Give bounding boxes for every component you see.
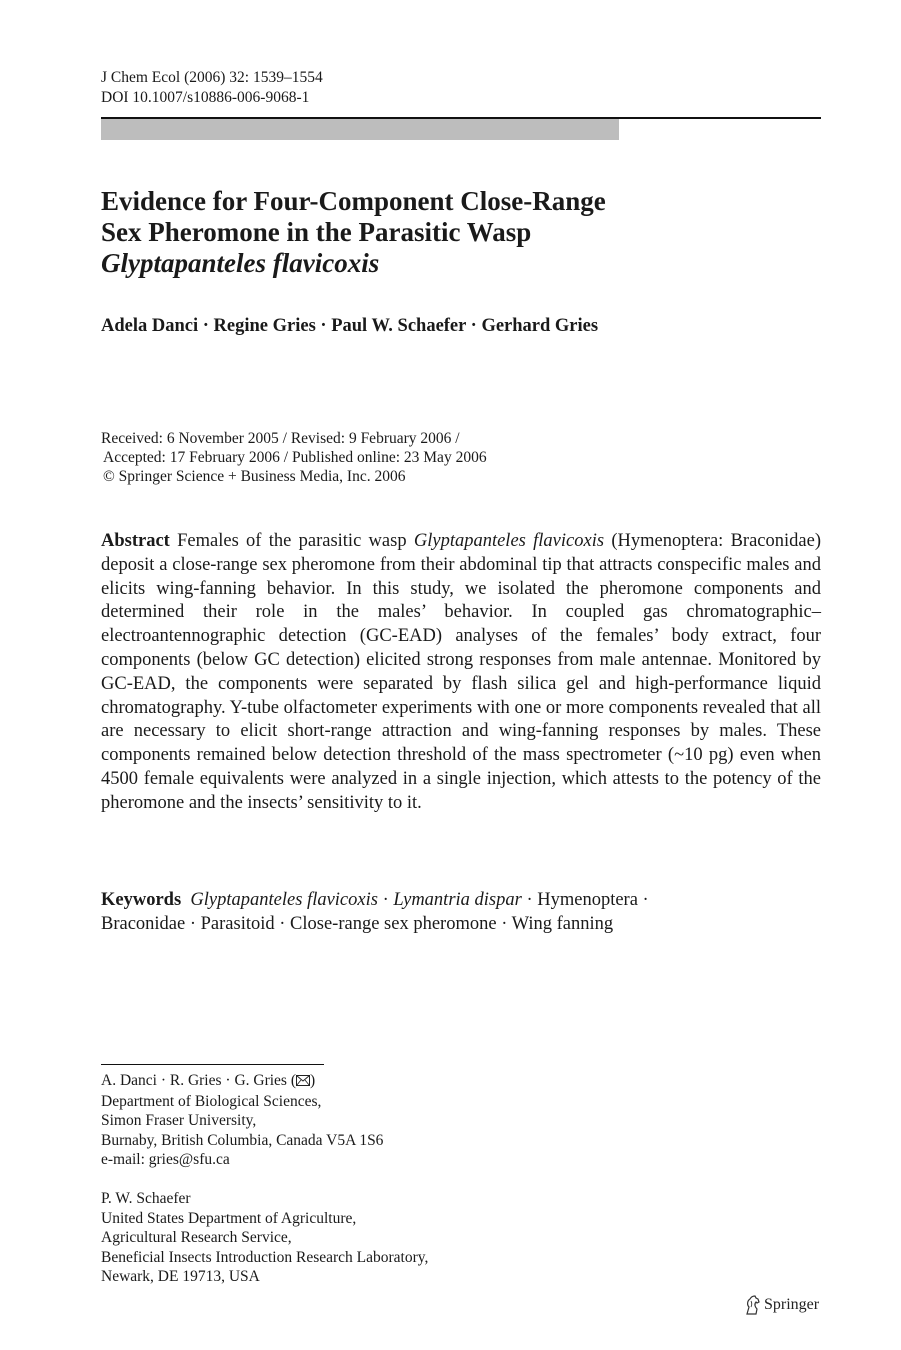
keyword-rest-2: Braconidae · Parasitoid · Close-range sex pheromone · Wing fanning bbox=[101, 914, 614, 934]
keyword-host: Lymantria dispar bbox=[393, 890, 522, 910]
title-line-1: Evidence for Four-Component Close-Range bbox=[101, 186, 606, 216]
affiliation-1-names: A. Danci · R. Gries · G. Gries ( bbox=[101, 1072, 296, 1089]
affiliation-2-lab: Beneficial Insects Introduction Research Laboratory, bbox=[101, 1248, 429, 1266]
abstract-label: Abstract bbox=[101, 531, 170, 551]
keyword-rest-1: · Hymenoptera · bbox=[521, 890, 649, 910]
springer-wordmark: Springer bbox=[764, 1296, 820, 1313]
keyword-species: Glyptapanteles flavicoxis bbox=[190, 890, 378, 910]
doi: DOI 10.1007/s10886-006-9068-1 bbox=[101, 89, 310, 106]
affiliation-2-name: P. W. Schaefer bbox=[101, 1190, 191, 1207]
affiliation-2 bbox=[101, 1189, 428, 1287]
title-species: Glyptapanteles flavicoxis bbox=[101, 248, 380, 278]
abstract-text-2: (Hymenoptera: Braconidae) deposit a close-range sex pheromone from their abdominal tip that attracts conspecific males and elicits wing-fanning behavior. In this study, we isolated the pheromone components and determined their role in the males’ behavior. In coupled gas chromatographic–electroantennographic detection (GC-EAD) analyses of the females’ body extract, four components (below GC detection) elicited strong responses from male antennae. Monitored by GC-EAD, the components were separated by flash silica gel and high-performance liquid chromatography. Y-tube olfactometer experiments with one or more components revealed that all are necessary to elicit short-range attraction and wing-fanning responses by males. These components remained below detection threshold of the mass spectrometer (~10 pg) even when 4500 female equivalents were analyzed in a single injection, which attests to the potency of the pheromone and the insects’ sensitivity to it. bbox=[101, 531, 821, 813]
abstract bbox=[101, 530, 821, 816]
springer-logo bbox=[744, 1294, 819, 1316]
copyright: © Springer Science + Business Media, Inc. 2006 bbox=[103, 468, 406, 485]
paper-title bbox=[101, 186, 821, 279]
title-line-2: Sex Pheromone in the Parasitic Wasp bbox=[101, 217, 532, 247]
dates-accepted-published: Accepted: 17 February 2006 / Published online: 23 May 2006 bbox=[103, 449, 487, 466]
affiliation-1-address: Burnaby, British Columbia, Canada V5A 1S6 bbox=[101, 1131, 384, 1149]
affiliation-1-email: e-mail: gries@sfu.ca bbox=[101, 1151, 230, 1169]
affiliation-2-address: Newark, DE 19713, USA bbox=[101, 1268, 260, 1286]
author-list: Adela Danci · Regine Gries · Paul W. Schaefer · Gerhard Gries bbox=[101, 316, 599, 336]
affiliation-1-close: ) bbox=[310, 1072, 316, 1089]
abstract-species: Glyptapanteles flavicoxis bbox=[413, 531, 605, 551]
affiliation-1-univ: Simon Fraser University, bbox=[101, 1112, 257, 1130]
affiliation-2-service: Agricultural Research Service, bbox=[101, 1229, 292, 1247]
header-grey-bar bbox=[101, 119, 619, 140]
dates-received-revised: Received: 6 November 2005 / Revised: 9 February 2006 / bbox=[101, 430, 460, 447]
affiliation-1 bbox=[101, 1071, 383, 1170]
publication-dates bbox=[101, 429, 487, 486]
affiliation-1-dept: Department of Biological Sciences, bbox=[101, 1092, 322, 1110]
springer-horse-icon bbox=[744, 1295, 761, 1315]
keywords-label: Keywords bbox=[101, 890, 182, 910]
keywords bbox=[101, 888, 821, 936]
envelope-icon bbox=[296, 1072, 310, 1092]
keyword-separator: · bbox=[377, 890, 394, 910]
abstract-text-1: Females of the parasitic wasp bbox=[169, 531, 414, 551]
journal-citation: J Chem Ecol (2006) 32: 1539–1554 bbox=[101, 69, 323, 86]
journal-header bbox=[101, 68, 323, 108]
footnote-rule bbox=[101, 1064, 324, 1065]
affiliation-2-dept: United States Department of Agriculture, bbox=[101, 1209, 357, 1227]
